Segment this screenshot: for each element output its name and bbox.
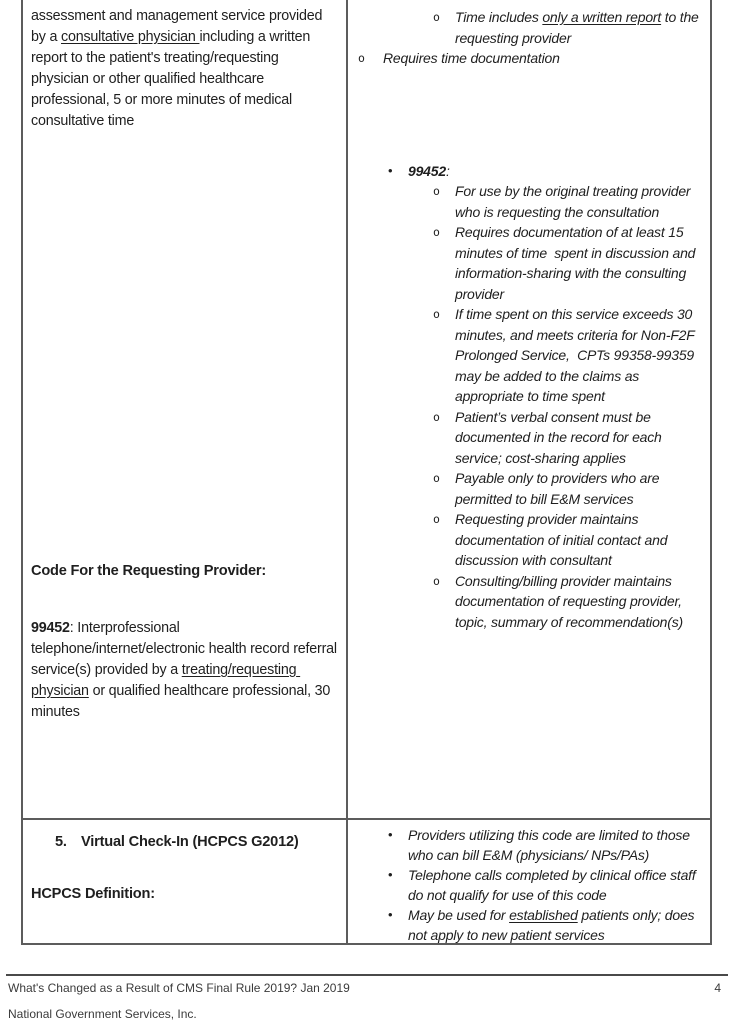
hcpcs-definition-heading: HCPCS Definition:: [31, 886, 155, 902]
row2-right-cell: [348, 820, 710, 943]
text-segment: or qualified healthcare professional, 30 minutes: [31, 683, 334, 720]
list-item-text: [455, 468, 705, 509]
text-segment: Patient’s verbal consent must be documented in the record for each service; cost-sharing applies: [455, 408, 666, 466]
circle-bullet-icon: o: [433, 471, 440, 485]
list-item: [348, 407, 705, 469]
list-item: [348, 468, 705, 509]
text-segment: Consulting/billing provider maintains documentation of requesting provider, topic, summary of recommendation(s): [455, 572, 686, 630]
list-item: [348, 905, 705, 945]
footer-organization: National Government Services, Inc.: [8, 1007, 197, 1021]
list-item-text: [455, 509, 705, 571]
text-segment: Telephone calls completed by clinical office staff do not qualify for use of this code: [408, 867, 700, 903]
text-segment: assessment and management service provided by a: [31, 8, 326, 45]
text-segment: Providers utilizing this code are limited to those who can bill E&M (physicians/ NPs/PAs): [408, 827, 694, 863]
text-segment: to the requesting provider: [455, 9, 703, 46]
list-item-text: [408, 905, 705, 945]
section-number: 5.: [55, 834, 67, 850]
list-item: [348, 161, 705, 182]
continuation-paragraph: [31, 6, 339, 132]
text-segment: If time spent on this service exceeds 30 minutes, and meets criteria for Non-F2F Prolonged Service, CPTs 99358-99359 may be added to the claims as appropriate to time spent: [455, 306, 699, 404]
list-item: [348, 825, 705, 865]
section-title: Virtual Check-In (HCPCS G2012): [81, 834, 299, 850]
text-segment: Requesting provider maintains documentation of initial contact and discussion with consultant: [455, 511, 671, 568]
list-item: [348, 304, 705, 407]
content-table: [21, 0, 712, 945]
list-item-text: [455, 222, 705, 304]
section-5-heading: [55, 832, 339, 853]
text-segment: patients only; does not apply to new patient services: [408, 907, 699, 943]
list-item: [348, 571, 705, 633]
disc-bullet-icon: •: [388, 827, 393, 842]
list-item-text: [408, 825, 705, 865]
list-item: [348, 509, 705, 571]
list-item: [348, 181, 705, 222]
circle-bullet-icon: o: [433, 225, 440, 239]
circle-bullet-icon: o: [433, 307, 440, 321]
circle-bullet-icon: o: [433, 10, 440, 24]
underlined-text: established: [509, 907, 578, 923]
circle-bullet-icon: o: [358, 51, 365, 65]
row1-left-cell: [23, 0, 348, 818]
disc-bullet-icon: •: [388, 162, 393, 178]
circle-bullet-icon: o: [433, 512, 440, 526]
footer-title: What's Changed as a Result of CMS Final Rule 2019? Jan 2019: [8, 981, 350, 995]
text-segment: For use by the original treating provider who is requesting the consultation: [455, 183, 695, 220]
list-item-text: [455, 304, 705, 407]
text-segment: : Interprofessional telephone/internet/electronic health record referral service(s) provided by a: [31, 620, 341, 678]
text-segment: including a written report to the patient's treating/requesting physician or other qualified healthcare professional, 5 or more minutes of medical consultative time: [31, 29, 314, 129]
list-item: [348, 48, 705, 69]
circle-bullet-icon: o: [433, 409, 440, 424]
row2-left-cell: [23, 820, 348, 943]
disc-bullet-icon: •: [388, 907, 393, 922]
underlined-text: treating/requesting physician: [31, 662, 301, 699]
list-item-text: [455, 407, 705, 469]
virtual-checkin-notes-list: [348, 825, 705, 945]
text-segment: Payable only to providers who are permitted to bill E&M services: [455, 470, 663, 507]
list-item-text: [455, 181, 705, 222]
list-item-text: [408, 865, 705, 905]
code-99452-list: [348, 161, 705, 633]
circle-bullet-icon: o: [433, 573, 440, 588]
list-item-text: [383, 48, 705, 69]
code-for-requesting-provider-heading: Code For the Requesting Provider:: [31, 563, 267, 579]
underlined-text: only a written report: [542, 9, 662, 25]
text-segment: May be used for: [408, 907, 510, 923]
table-row: [23, 818, 710, 943]
table-row: [23, 0, 710, 818]
text-segment: Time includes: [455, 9, 543, 25]
text-segment: :: [445, 162, 450, 179]
row1-right-cell: [348, 0, 710, 818]
text-segment: Requires documentation of at least 15 minutes of time spent in discussion and information-sharing with the consulting provider: [455, 224, 699, 302]
list-item: [348, 222, 705, 304]
text-segment: 99452: [408, 162, 446, 179]
list-item: [348, 7, 705, 48]
page-number: 4: [714, 981, 721, 995]
text-segment: 99452: [31, 620, 70, 636]
list-item-text: [455, 7, 705, 48]
code-99452-paragraph: [31, 618, 339, 723]
disc-bullet-icon: •: [388, 867, 393, 882]
circle-bullet-icon: o: [433, 184, 440, 198]
list-item-text: [455, 571, 705, 633]
text-segment: Requires time documentation: [383, 50, 560, 66]
list-item: [348, 865, 705, 905]
footer: [8, 980, 721, 996]
underlined-text: consultative physician: [61, 29, 200, 45]
time-documentation-list: [348, 7, 705, 69]
footer-divider: [6, 974, 728, 976]
list-item-text: [408, 161, 705, 182]
